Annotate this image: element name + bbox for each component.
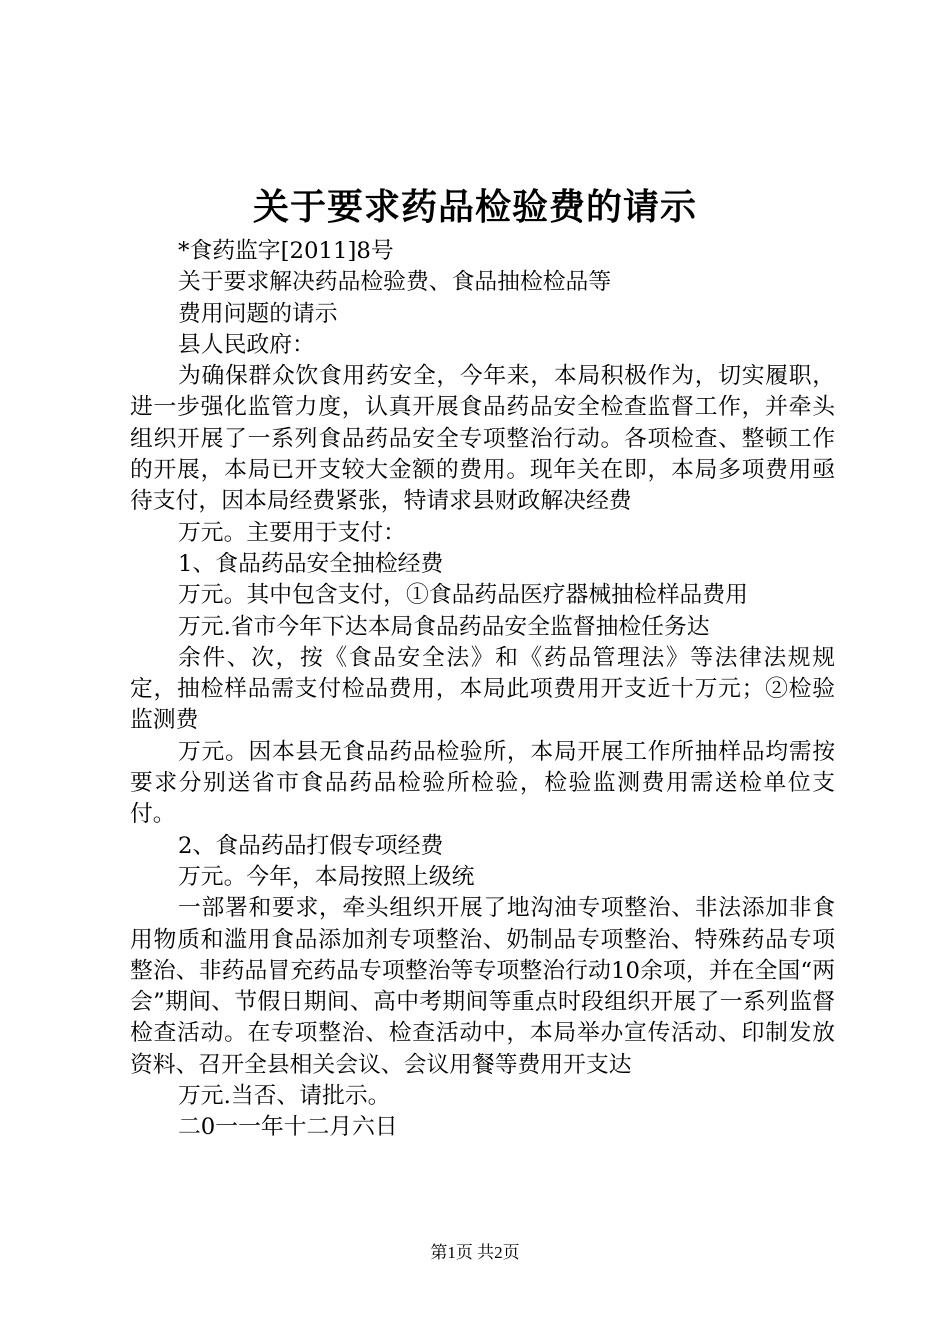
paragraph: 万元。其中包含支付，①食品药品医疗器械抽检样品费用 [178,582,748,609]
closing-line: 万元.当否、请批示。 [178,1083,391,1110]
paragraph: 万元。主要用于支付： [178,519,406,546]
date-line: 二0一一年十二月六日 [178,1114,398,1141]
document-body [130,236,835,1144]
addressee: 县人民政府： [178,331,315,358]
paragraph: 余件、次，按《食品安全法》和《药品管理法》等法律法规规定，抽检样品需支付检品费用，本局此项费用开支近十万元；②检验监测费 [130,644,835,734]
section-heading: 1、食品药品安全抽检经费 [178,550,444,577]
paragraph: 一部署和要求，牵头组织开展了地沟油专项整治、非法添加非食用物质和滥用食品添加剂专项整治、奶制品专项整治、特殊药品专项整治、非药品冒充药品专项整治等专项整治行动10余项，并在全国“两会”期间、节假日期间、高中考期间等重点时段组织开展了一系列监督检查活动。在专项整治、检查活动中，本局举办宣传活动、印制发放资料、召开全县相关会议、会议用餐等费用开支达 [130,895,835,1078]
subject-line-2: 费用问题的请示 [178,300,338,327]
document-number: *食药监字[2011]8号 [178,238,394,264]
paragraph: 万元。今年，本局按照上级统 [178,863,475,890]
page-number-footer: 第1页 共2页 [430,1243,520,1262]
paragraph: 万元。因本县无食品药品检验所，本局开展工作所抽样品均需按要求分别送省市食品药品检验所检验，检验监测费用需送检单位支付。 [130,738,835,828]
section-heading: 2、食品药品打假专项经费 [178,832,444,859]
paragraph: 为确保群众饮食用药安全，今年来，本局积极作为，切实履职，进一步强化监管力度，认真开展食品药品安全检查监督工作，并牵头组织开展了一系列食品药品安全专项整治行动。各项检查、整顿工作的开展，本局已开支较大金额的费用。现年关在即，本局多项费用亟待支付，因本局经费紧张，特请求县财政解决经费 [130,363,835,515]
subject-line-1: 关于要求解决药品检验费、食品抽检检品等 [178,269,612,296]
paragraph: 万元.省市今年下达本局食品药品安全监督抽检任务达 [178,613,710,640]
document-title: 关于要求药品检验费的请示 [252,187,697,228]
